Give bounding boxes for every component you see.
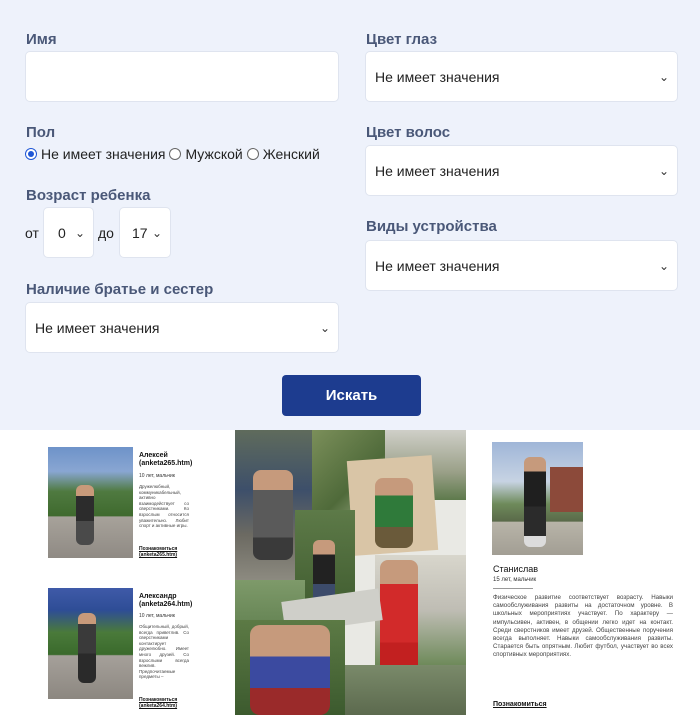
age-to-value: 17 [132, 224, 148, 241]
gender-radio-group [25, 146, 324, 162]
card-subtitle: 10 лет, мальчик [139, 473, 175, 479]
photo-collage[interactable] [235, 430, 466, 715]
gender-radio-male[interactable] [169, 146, 242, 162]
eye-color-label: Цвет глаз [366, 31, 438, 48]
siblings-value: Не имеет значения [35, 319, 160, 336]
siblings-label: Наличие братье и сестер [26, 281, 214, 298]
age-from-select[interactable] [43, 207, 94, 258]
placement-type-select[interactable] [365, 240, 678, 291]
age-label: Возраст ребенка [26, 187, 151, 204]
hair-color-value: Не имеет значения [375, 162, 500, 179]
featured-name: Станислав [493, 564, 539, 574]
placement-type-label: Виды устройства [366, 218, 497, 235]
age-to-label: до [98, 225, 114, 241]
gender-option-label: Не имеет значения [41, 146, 166, 162]
radio-selected-icon [25, 148, 37, 160]
card-description: Общительный, добрый, всегда приветлив. Со сверстниками контактирует дружелюбно. Имеет много друзей. Со взрослыми всегда вежлив. Предпочитаемые предметы – [139, 624, 189, 680]
gender-radio-any[interactable] [25, 146, 165, 162]
gender-option-label: Мужской [185, 146, 243, 162]
chevron-down-icon: ⌄ [658, 258, 670, 273]
gender-label: Пол [26, 124, 56, 141]
card-description: Дружелюбный, коммуникабельный, активно взаимодействует со сверстниками. Ко взрослым относится уважительно. Любит спорт и активные игры. [139, 484, 189, 529]
card-link[interactable]: Познакомиться (anketa264.htm) [139, 697, 178, 709]
siblings-select[interactable] [25, 302, 339, 353]
age-from-label: от [25, 225, 39, 241]
chevron-down-icon: ⌄ [151, 225, 163, 240]
hair-color-label: Цвет волос [366, 124, 451, 141]
search-button[interactable]: Искать [282, 375, 421, 416]
card-name: Алексей (anketa265.htm) [139, 452, 193, 467]
name-input[interactable] [25, 51, 339, 102]
featured-child-photo[interactable] [492, 442, 583, 555]
card-link[interactable]: Познакомиться (anketa265.htm) [139, 546, 178, 558]
featured-link[interactable]: Познакомиться [493, 701, 547, 708]
featured-subtitle: 15 лет, мальчик [493, 577, 537, 583]
age-from-value: 0 [58, 224, 66, 241]
age-to-select[interactable] [119, 207, 171, 258]
eye-color-value: Не имеет значения [375, 68, 500, 85]
radio-icon [169, 148, 181, 160]
hair-color-select[interactable] [365, 145, 678, 196]
chevron-down-icon: ⌄ [319, 320, 331, 335]
card-subtitle: 10 лет, мальчик [139, 613, 175, 619]
card-name: Александр (anketa264.htm) [139, 593, 193, 608]
radio-icon [247, 148, 259, 160]
profiles-section [0, 430, 700, 715]
child-photo[interactable] [48, 588, 133, 699]
chevron-down-icon: ⌄ [74, 225, 86, 240]
eye-color-select[interactable] [365, 51, 678, 102]
placement-type-value: Не имеет значения [375, 257, 500, 274]
gender-option-label: Женский [262, 146, 320, 162]
chevron-down-icon: ⌄ [658, 163, 670, 178]
featured-divider [493, 588, 533, 589]
chevron-down-icon: ⌄ [658, 69, 670, 84]
gender-radio-female[interactable] [247, 146, 320, 162]
featured-description: Физическое развитие соответствует возрасту. Навыки самообслуживания развиты на достаточном уровне. В школьных мероприятиях участвует. По характеру — импульсивен, активен, в общении легко идет на контакт. Среди сверстников имеет друзей. Общественные поручения всегда выполняет. Навыки самообслуживания развиты. Старается быть опрятным. Любит футбол, участвует во всех спортивных мероприятиях. [493, 594, 673, 659]
name-label: Имя [26, 31, 57, 48]
child-photo[interactable] [48, 447, 133, 558]
